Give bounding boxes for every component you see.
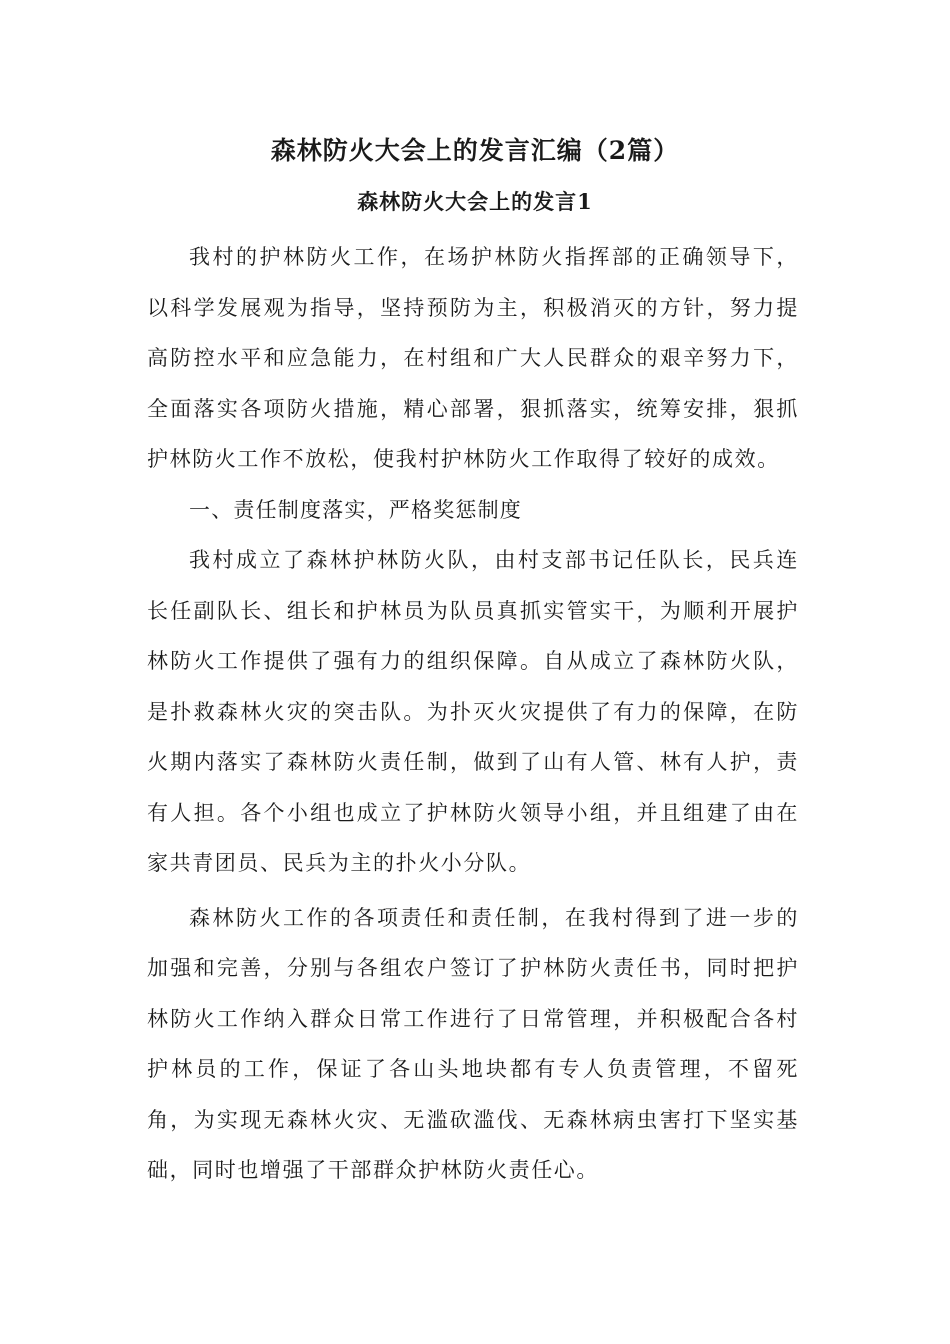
paragraph-responsibility: 森林防火工作的各项责任和责任制，在我村得到了进一步的加强和完善，分别与各组农户签订了护林防火责任书，同时把护林防火工作纳入群众日常工作进行了日常管理，并积极配合各村护林员的工作，保证了各山头地块都有专人负责管理，不留死角，为实现无森林火灾、无滥砍滥伐、无森林病虫害打下坚实基础，同时也增强了干部群众护林防火责任心。 xyxy=(147,905,799,1182)
document-subtitle: 森林防火大会上的发言1 xyxy=(357,189,593,214)
document-body xyxy=(147,232,799,1196)
section-heading: 一、责任制度落实，严格奖惩制度 xyxy=(189,497,522,522)
paragraph-intro: 我村的护林防火工作，在场护林防火指挥部的正确领导下，以科学发展观为指导，坚持预防为主，积极消灭的方针，努力提高防控水平和应急能力，在村组和广大人民群众的艰辛努力下，全面落实各项防火措施，精心部署，狠抓落实，统筹安排，狠抓护林防火工作不放松，使我村护林防火工作取得了较好的成效。 xyxy=(147,245,799,471)
document-title: 森林防火大会上的发言汇编（2篇） xyxy=(270,136,680,165)
paragraph-team: 我村成立了森林护林防火队，由村支部书记任队长，民兵连长任副队长、组长和护林员为队员真抓实管实干，为顺利开展护林防火工作提供了强有力的组织保障。自从成立了森林防火队，是扑救森林火灾的突击队。为扑灭火灾提供了有力的保障，在防火期内落实了森林防火责任制，做到了山有人管、林有人护，责有人担。各个小组也成立了护林防火领导小组，并且组建了由在家共青团员、民兵为主的扑火小分队。 xyxy=(147,548,799,875)
